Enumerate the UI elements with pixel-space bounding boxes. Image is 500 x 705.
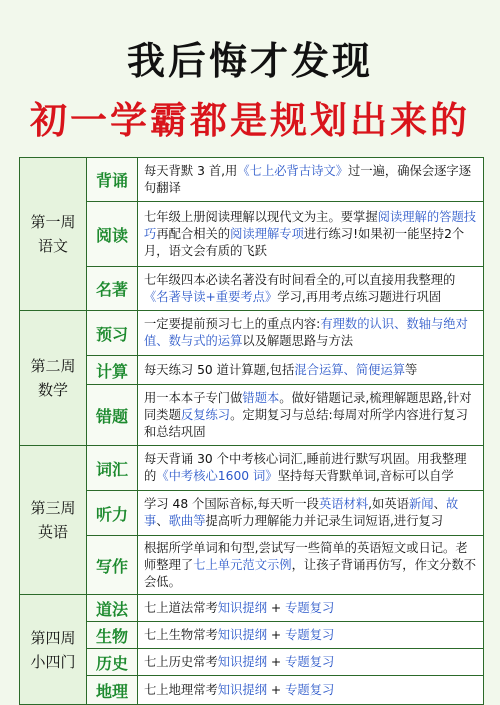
plan-row xyxy=(87,649,483,676)
content-text: 一定要提前预习七上的重点内容: xyxy=(144,317,321,331)
subject-cell: 地理 xyxy=(87,676,138,704)
content-highlight: 七上单元范文示例 xyxy=(193,557,292,572)
content-text: 学习,再用考点练习题进行巩固 xyxy=(277,289,442,304)
content-highlight: 知识提纲 xyxy=(217,600,267,615)
content-highlight: 专题复习 xyxy=(285,682,335,697)
content-text: 坚持每天背默单词,音标可以自学 xyxy=(277,469,454,483)
content-cell xyxy=(138,676,483,704)
content-text: 提高听力理解能力并记录生词短语,进行复习 xyxy=(205,514,444,528)
content-text: 七上道法常考 xyxy=(144,600,218,615)
subject-cell: 词汇 xyxy=(87,446,138,490)
content-text: 每天背默 3 首,用 xyxy=(144,163,238,178)
subject-cell: 阅读 xyxy=(87,202,138,266)
content-highlight: 知识提纲 xyxy=(217,627,267,642)
page-subtitle: 初一学霸都是规划出来的 xyxy=(30,99,470,142)
content-text: 。做好错题记录,梳理解题思路,针对同类题 xyxy=(144,390,472,422)
content-text: 七年级上册阅读理解以现代文为主。要掌握 xyxy=(144,209,378,224)
content-highlight: 歌曲等 xyxy=(168,514,206,528)
content-text: + xyxy=(267,682,286,697)
plan-row xyxy=(87,536,483,594)
content-highlight: 专题复习 xyxy=(285,627,335,642)
week-label-number: 第一周 xyxy=(30,213,76,231)
week-1-label xyxy=(20,158,87,310)
subject-cell: 历史 xyxy=(87,649,138,675)
content-text: 用一本本子专门做 xyxy=(144,390,243,405)
content-cell xyxy=(138,649,483,675)
content-highlight: 错题本 xyxy=(242,390,280,405)
content-cell xyxy=(138,267,483,310)
content-text: 七上地理常考 xyxy=(144,682,218,697)
plan-row xyxy=(87,356,483,385)
content-highlight: 新闻 xyxy=(408,497,434,511)
content-highlight: 专题复习 xyxy=(285,600,335,615)
week-label-number: 第四周 xyxy=(30,628,76,647)
subject-cell: 背诵 xyxy=(87,158,138,201)
subject-cell: 名著 xyxy=(87,267,138,310)
content-highlight: 《名著导读+重要考点》 xyxy=(144,289,278,304)
content-text: 、 xyxy=(156,514,169,528)
content-cell xyxy=(138,385,483,445)
content-text: 、 xyxy=(433,497,446,511)
plan-row xyxy=(87,158,483,202)
plan-row xyxy=(87,202,483,267)
subject-cell: 写作 xyxy=(87,536,138,594)
content-text: 再配合相关的 xyxy=(156,226,231,241)
plan-row xyxy=(87,267,483,310)
study-plan-table xyxy=(19,157,484,705)
content-highlight: 《七上必背古诗文》 xyxy=(237,163,349,178)
content-cell xyxy=(138,446,483,490)
subject-cell: 道法 xyxy=(87,595,138,621)
content-text: + xyxy=(267,627,286,642)
week-4-label xyxy=(20,595,87,704)
content-text: ，让孩子背诵再仿写，作文分数不会低。 xyxy=(144,557,477,589)
content-text: 以及解题思路与方法 xyxy=(242,334,354,348)
content-text: 七上历史常考 xyxy=(144,654,218,669)
content-highlight: 有理数的认识、数轴与绝对值、数与式的运算 xyxy=(144,317,468,348)
plan-row xyxy=(87,595,483,622)
content-text: 每天练习 50 道计算题,包括 xyxy=(144,362,295,377)
content-cell xyxy=(138,202,483,266)
week-2-label xyxy=(20,311,87,445)
content-highlight: 知识提纲 xyxy=(217,654,267,669)
content-highlight: 反复练习 xyxy=(180,407,231,422)
content-text: 进行练习!如果初一能坚持2个月，语文会有质的飞跃 xyxy=(144,226,465,258)
plan-row xyxy=(87,622,483,649)
content-text: 七年级四本必读名著没有时间看全的,可以直接用我整理的 xyxy=(144,272,456,287)
content-highlight: 故事 xyxy=(144,497,459,528)
content-text: 根据所学单词和句型,尝试写一些简单的英语短文或日记。老师整理了 xyxy=(144,540,468,572)
content-text: 七上生物常考 xyxy=(144,627,218,642)
week-label-subject: 英语 xyxy=(37,523,68,541)
content-cell xyxy=(138,595,483,621)
content-text: 每天背诵 30 个中考核心词汇,睡前进行默写巩固。用我整理的 xyxy=(144,452,467,483)
content-text: 过一遍，确保会逐字逐句翻译 xyxy=(144,163,472,195)
week-2-section xyxy=(20,311,483,446)
content-highlight: 《中考核心1600 词》 xyxy=(156,469,278,483)
content-text: 学习 48 个国际音标,每天听一段 xyxy=(144,497,319,511)
week-label-subject: 数学 xyxy=(37,381,68,399)
content-cell xyxy=(138,491,483,535)
content-highlight: 阅读理解的答题技巧 xyxy=(144,209,477,241)
content-text: 。定期复习与总结:每周对所学内容进行复习和总结巩固 xyxy=(144,407,468,439)
plan-row xyxy=(87,385,483,445)
week-1-section xyxy=(20,158,483,311)
week-label-subject: 语文 xyxy=(37,237,68,255)
subject-cell: 错题 xyxy=(87,385,138,445)
subject-cell: 生物 xyxy=(87,622,138,648)
week-4-section xyxy=(20,595,483,704)
plan-row xyxy=(87,446,483,491)
page-title: 我后悔才发现 xyxy=(126,39,373,83)
content-highlight: 英语材料 xyxy=(318,497,369,511)
plan-row xyxy=(87,311,483,356)
week-label-subject: 小四门 xyxy=(30,652,76,671)
content-text: + xyxy=(267,654,286,669)
content-cell xyxy=(138,158,483,201)
subject-cell: 听力 xyxy=(87,491,138,535)
plan-row xyxy=(87,491,483,536)
content-cell xyxy=(138,356,483,384)
subject-cell: 计算 xyxy=(87,356,138,384)
content-highlight: 知识提纲 xyxy=(217,682,267,697)
content-text: ,如英语 xyxy=(368,497,409,511)
content-cell xyxy=(138,622,483,648)
subject-cell: 预习 xyxy=(87,311,138,355)
content-text: + xyxy=(267,600,286,615)
content-text: 等 xyxy=(405,362,418,377)
content-highlight: 阅读理解专项 xyxy=(230,226,304,241)
week-label-number: 第二周 xyxy=(30,357,76,375)
week-3-section xyxy=(20,446,483,595)
content-cell xyxy=(138,311,483,355)
plan-row xyxy=(87,676,483,704)
content-highlight: 混合运算、简便运算 xyxy=(294,362,406,377)
content-highlight: 专题复习 xyxy=(285,654,335,669)
week-3-label xyxy=(20,446,87,594)
week-label-number: 第三周 xyxy=(30,499,76,517)
content-cell xyxy=(138,536,483,594)
